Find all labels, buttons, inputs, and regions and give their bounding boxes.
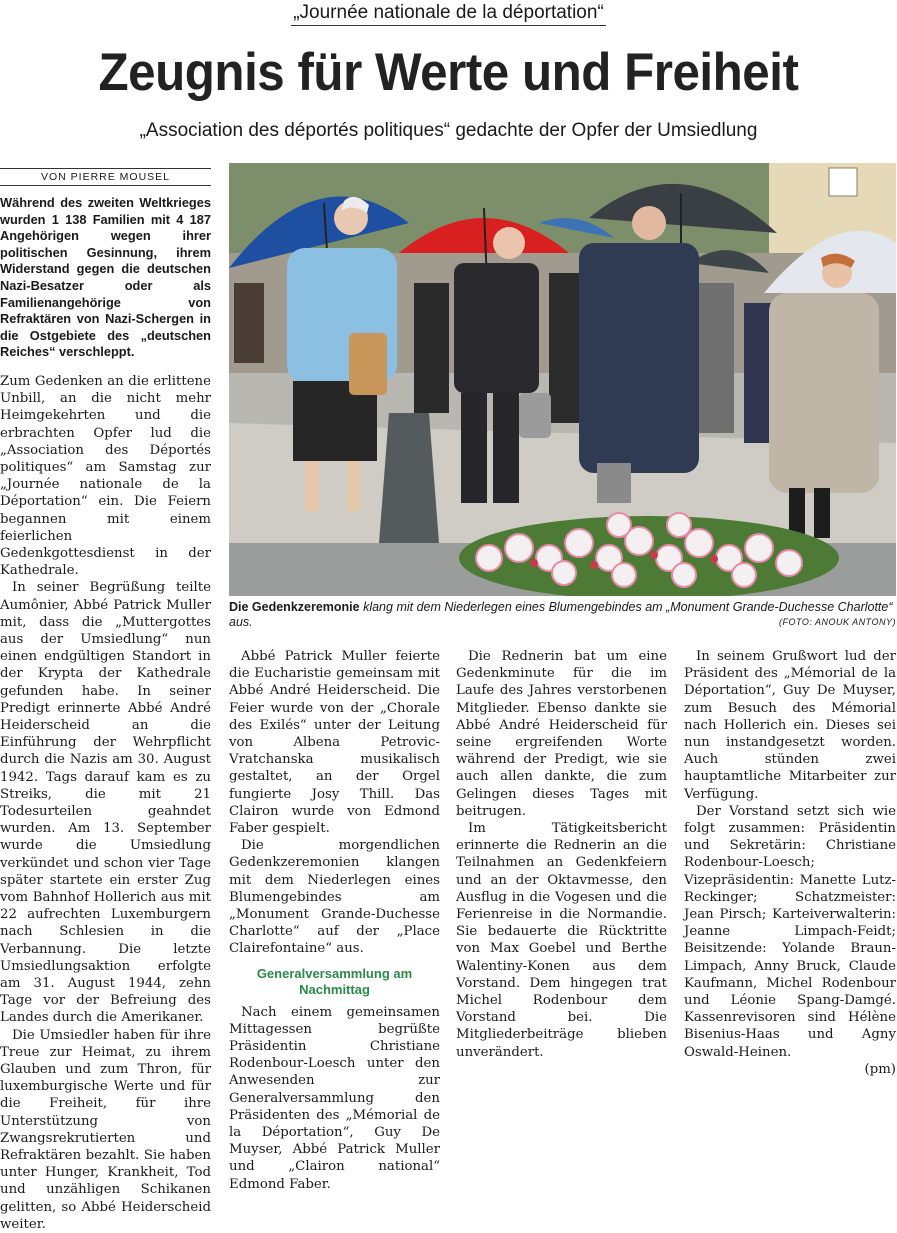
subheadline: „Association des déportés politiques“ gedachte der Opfer der Umsiedlung [139, 120, 758, 141]
paragraph: Der Vorstand setzt sich wie folgt zusammen: Präsidentin und Sekretärin: Christiane Rodenbour-Loesch; Vizepräsidentin: Manette Lutz-Reckinger; Schatzmeister: Jean Pirsch; Karteiverwalterin: Jeanne Limpach-Feidt; Beisitzende: Yolande Braun-Limpach, Anny Bruck, Claude Kaufmann, Michel Rodenbour und Léonie Spang-Damgé. Kassenrevisoren sind Hélène Bisenius-Haas und Agny Oswald-Heinen. [684, 803, 896, 1060]
paragraph: In seiner Begrüßung teilte Aumônier, Abbé Patrick Muller mit, dass die „Muttergottes aus der Umsiedlung“ nun einen endgültigen Standort in der Krypta der Kathedrale gefunden habe. In seiner Predigt erinnerte Abbé André Heiderscheid an die Einführung der Wehrpflicht durch die Nazis am 30. August 1942. Tags darauf kam es zu Streiks, die mit 21 Todesurteilen geahndet wurden. Am 13. September wurde die Umsiedlung verkündet und schon vier Tage später startete ein erster Zug vom Bahnhof Hollerich aus mit 22 aufrechten Luxemburgern nach Schlesien in die Verbannung. Die letzte Umsiedlungsaktion erfolgte am 31. August 1944, zehn Tage vor der Befreiung des Landes durch die Amerikaner. [0, 580, 211, 1026]
paragraph: Im Tätigkeitsbericht erinnerte die Rednerin an die Teilnahmen an Gedenkfeiern und an der Oktavmesse, den Ausflug in die Vogesen und die Ferienreise in die Normandie. Sie bedauerte die Rücktritte von Max Goebel und Berthe Walentiny-Konen aus dem Vorstand. Dem hingegen trat Michel Rodenbour dem Vorstand bei. Die Mitgliederbeiträge blieben unverändert. [456, 821, 667, 1060]
article-column-3 [456, 648, 667, 1061]
article-lead: Während des zweiten Weltkrieges wurden 1 138 Familien mit 4 187 Angehörigen wegen ihrer politischen Gesinnung, ihrem Widerstand gegen die deutschen Nazi-Besatzer oder als Familienangehörige von Refraktären von Nazi-Schergen in die Ostgebiete des „deutschen Reiches“ verschleppt. [0, 195, 211, 360]
article-column-1 [0, 195, 211, 1233]
caption-lead: Die Gedenkzeremonie [229, 600, 360, 614]
section-subhead: Generalversammlung am Nachmittag [256, 965, 413, 997]
caption-text: klang mit dem Niederlegen eines Blumengebindes am „Monument Grande-Duchesse Charlotte“ aus. [229, 600, 893, 629]
paragraph: Die Rednerin bat um eine Gedenkminute für die im Laufe des Jahres verstorbenen Mitglieder. Ebenso dankte sie Abbé André Heiderscheid für seine ergreifenden Worte während der Predigt, wie sie auch allen dankte, die zum Gelingen dieses Tages mit beitrugen. [456, 649, 667, 819]
paragraph: Abbé Patrick Muller feierte die Eucharistie gemeinsam mit Abbé André Heiderscheid. Die Feier wurde von der „Chorale des Exilés“ unter der Leitung von Albena Petrovic-Vratchanska musikalisch gestaltet, an der Orgel fungierte Josy Thill. Das Clairon wurde von Edmond Faber gespielt. [229, 649, 440, 837]
paragraph: Nach einem gemeinsamen Mittagessen begrüßte Präsidentin Christiane Rodenbour-Loesch unter den Anwesenden zur Generalversammlung den Präsidenten des „Mémorial de la Déportation“, Guy De Muyser, Abbé Patrick Muller und „Clairon national“ Edmond Faber. [229, 1004, 440, 1192]
ceremony-photo [229, 163, 896, 596]
paragraph: Die morgendlichen Gedenkzeremonien klangen mit dem Niederlegen eines Blumengebindes am „Monument Grande-Duchesse Charlotte“ auf der „Place Clairefontaine“ aus. [229, 838, 440, 957]
signoff: (pm) [864, 1061, 896, 1077]
paragraph: Die Umsiedler haben für ihre Treue zur Heimat, zu ihrem Glauben und zum Thron, für luxemburgische Werte und für die Freiheit, für ihre Unterstützung von Zwangsrekrutierten und Refraktären bezahlt. Sie haben unter Hunger, Krankheit, Tod und unzähligen Schikanen gelitten, so Abbé Heiderscheid weiter. [0, 1027, 211, 1232]
article-column-2 [229, 648, 440, 1193]
kicker: „Journée nationale de la déportation“ [0, 2, 897, 24]
paragraph: In seinem Grußwort lud der Präsident des „Mémorial de la Déportation“, Guy De Muyser, zum Besuch des Mémorial nach Hollerich ein. Dieses sei nun instandgesetzt worden. Auch stünden zwei hauptamtliche Mitarbeiter zur Verfügung. [684, 649, 896, 802]
ceremony-photo-illustration [229, 163, 896, 596]
byline: VON PIERRE MOUSEL [0, 168, 211, 186]
photo-credit: (FOTO: ANOUK ANTONY) [778, 617, 896, 627]
article-column-4 [684, 648, 896, 1078]
headline: Zeugnis für Werte und Freiheit [98, 43, 799, 102]
paragraph: Zum Gedenken an die erlittene Unbill, an die nicht mehr Heimgekehrten und die erbrachten Opfer lud die „Association des Déportés politiques“ am Samstag zur „Journée nationale de la Déportation“ ein. Die Feiern begannen mit einem feierlichen Gedenkgottesdienst in der Kathedrale. [0, 373, 211, 579]
